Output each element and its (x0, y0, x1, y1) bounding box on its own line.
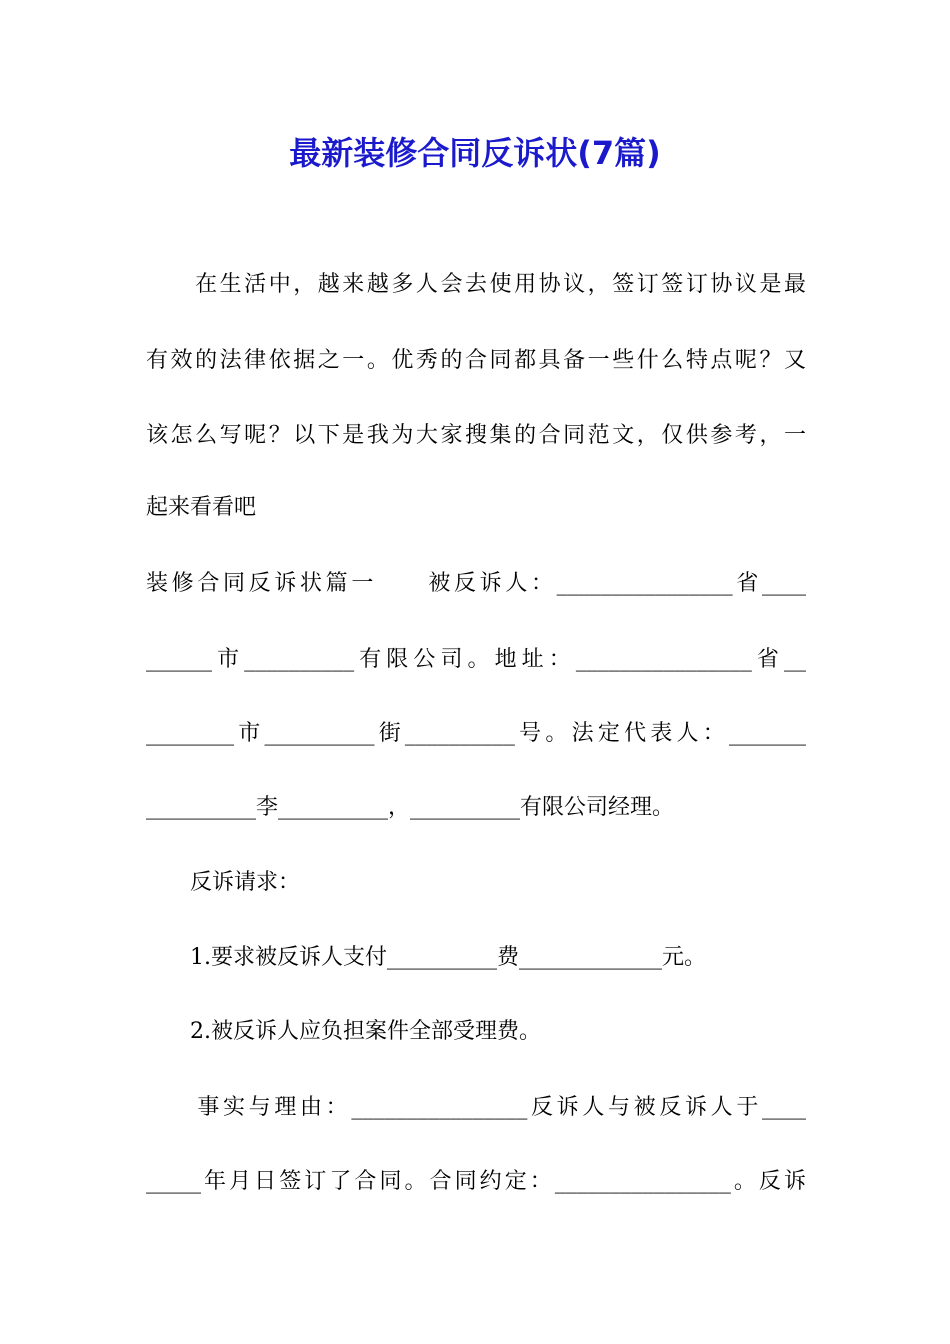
paragraph-line: 有效的法律依据之一。优秀的合同都具备一些什么特点呢？又 (146, 348, 806, 373)
paragraph-line: _____年月日签订了合同。合同约定：________________。反诉 (146, 1169, 806, 1194)
paragraph-line: __________李__________，__________有限公司经理。 (146, 795, 675, 820)
paragraph-line: ______市__________有限公司。地址：________________省__ (146, 647, 806, 672)
paragraph-line: ________市__________街__________号。法定代表人：_______ (146, 721, 806, 746)
paragraph-line: 该怎么写呢？以下是我为大家搜集的合同范文，仅供参考，一 (146, 423, 806, 448)
document-title: 最新装修合同反诉状(7篇) (289, 134, 661, 172)
paragraph-line: 装修合同反诉状篇一 被反诉人：________________省____ (146, 571, 806, 596)
paragraph-line: 2.被反诉人应负担案件全部受理费。 (146, 1019, 541, 1044)
paragraph-line: 1.要求被反诉人支付__________费_____________元。 (146, 945, 706, 970)
paragraph-line: 在生活中，越来越多人会去使用协议，签订签订协议是最 (146, 272, 806, 297)
paragraph-line: 起来看看吧 (146, 495, 257, 520)
paragraph-line: 事实与理由：________________反诉人与被反诉人于____ (146, 1095, 806, 1120)
paragraph-line: 反诉请求： (146, 870, 301, 895)
